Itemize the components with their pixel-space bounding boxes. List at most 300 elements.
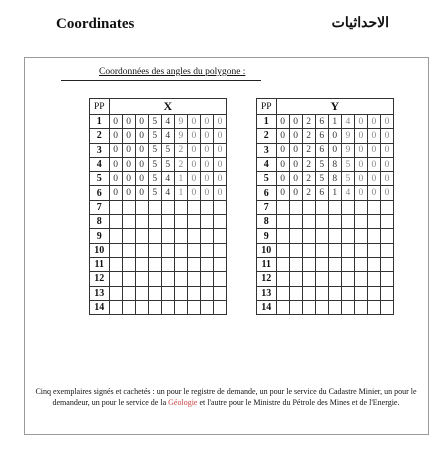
digit-cell[interactable] <box>315 300 328 314</box>
digit-cell[interactable] <box>187 300 200 314</box>
footer-highlight: Géologie <box>168 398 198 407</box>
point-number: 5 <box>257 172 277 186</box>
digit-cell[interactable]: 0 <box>289 172 302 186</box>
digit-cell[interactable] <box>289 215 302 229</box>
digit-cell[interactable] <box>122 243 135 257</box>
digit-cell[interactable]: 0 <box>289 157 302 171</box>
digit-cell[interactable]: 1 <box>328 115 341 129</box>
digit-cell[interactable] <box>213 286 226 300</box>
digit-cell[interactable] <box>302 300 315 314</box>
digit-cell[interactable] <box>161 300 174 314</box>
digit-cell[interactable]: 9 <box>174 129 187 143</box>
point-number: 10 <box>257 243 277 257</box>
x-axis-header: X <box>109 99 226 115</box>
digit-cell[interactable] <box>276 243 289 257</box>
digit-cell[interactable]: 0 <box>135 115 148 129</box>
digit-cell[interactable] <box>380 243 393 257</box>
point-number: 6 <box>90 186 110 200</box>
digit-cell[interactable] <box>135 215 148 229</box>
digit-cell[interactable] <box>289 200 302 214</box>
digit-cell[interactable]: 5 <box>148 115 161 129</box>
digit-cell[interactable]: 0 <box>367 157 380 171</box>
table-row <box>257 300 394 314</box>
digit-cell[interactable] <box>315 243 328 257</box>
digit-cell[interactable] <box>341 257 354 271</box>
digit-cell[interactable]: 0 <box>200 186 213 200</box>
point-number: 10 <box>90 243 110 257</box>
point-number: 7 <box>90 200 110 214</box>
digit-cell[interactable] <box>122 215 135 229</box>
digit-cell[interactable] <box>367 300 380 314</box>
point-number: 2 <box>257 129 277 143</box>
digit-cell[interactable] <box>328 215 341 229</box>
digit-cell[interactable]: 0 <box>109 157 122 171</box>
digit-cell[interactable]: 5 <box>315 157 328 171</box>
digit-cell[interactable]: 4 <box>161 186 174 200</box>
table-row <box>90 300 227 314</box>
digit-cell[interactable] <box>200 215 213 229</box>
digit-cell[interactable] <box>187 286 200 300</box>
digit-cell[interactable]: 4 <box>161 129 174 143</box>
digit-cell[interactable] <box>367 272 380 286</box>
digit-cell[interactable] <box>200 200 213 214</box>
digit-cell[interactable]: 0 <box>122 186 135 200</box>
digit-cell[interactable]: 5 <box>341 172 354 186</box>
digit-cell[interactable]: 2 <box>302 143 315 157</box>
digit-cell[interactable] <box>276 300 289 314</box>
digit-cell[interactable] <box>380 215 393 229</box>
digit-cell[interactable] <box>315 257 328 271</box>
digit-cell[interactable] <box>148 272 161 286</box>
digit-cell[interactable]: 0 <box>122 143 135 157</box>
point-number: 11 <box>257 257 277 271</box>
digit-cell[interactable] <box>289 257 302 271</box>
digit-cell[interactable] <box>380 272 393 286</box>
digit-cell[interactable] <box>380 200 393 214</box>
digit-cell[interactable] <box>109 272 122 286</box>
digit-cell[interactable]: 0 <box>109 186 122 200</box>
digit-cell[interactable] <box>354 300 367 314</box>
table-row <box>90 286 227 300</box>
digit-cell[interactable] <box>367 257 380 271</box>
digit-cell[interactable] <box>109 257 122 271</box>
digit-cell[interactable]: 0 <box>200 129 213 143</box>
digit-cell[interactable]: 5 <box>148 129 161 143</box>
point-number: 11 <box>90 257 110 271</box>
digit-cell[interactable] <box>289 229 302 243</box>
table-row <box>257 200 394 214</box>
digit-cell[interactable] <box>161 257 174 271</box>
footer-text-start: Cinq exemplaires signés et cachetés : un pour le registre de demande, un pour le service du Cadastre Minier, un pour le demandeur, un pour le service de la <box>35 387 417 407</box>
digit-cell[interactable]: 0 <box>380 172 393 186</box>
digit-cell[interactable]: 0 <box>276 186 289 200</box>
digit-cell[interactable] <box>161 229 174 243</box>
y-axis-header: Y <box>276 99 393 115</box>
digit-cell[interactable]: 0 <box>200 172 213 186</box>
digit-cell[interactable] <box>148 257 161 271</box>
digit-cell[interactable]: 0 <box>109 115 122 129</box>
digit-cell[interactable]: 2 <box>302 172 315 186</box>
digit-cell[interactable]: 8 <box>328 172 341 186</box>
digit-cell[interactable]: 0 <box>289 143 302 157</box>
digit-cell[interactable]: 0 <box>187 143 200 157</box>
digit-cell[interactable] <box>276 286 289 300</box>
digit-cell[interactable] <box>328 243 341 257</box>
digit-cell[interactable] <box>135 300 148 314</box>
digit-cell[interactable] <box>380 229 393 243</box>
page-title-arabic: الاحداثيات <box>331 16 389 31</box>
digit-cell[interactable]: 0 <box>354 157 367 171</box>
digit-cell[interactable]: 0 <box>380 143 393 157</box>
point-number: 9 <box>257 229 277 243</box>
digit-cell[interactable]: 0 <box>213 172 226 186</box>
digit-cell[interactable] <box>174 229 187 243</box>
digit-cell[interactable] <box>276 257 289 271</box>
digit-cell[interactable]: 0 <box>135 157 148 171</box>
digit-cell[interactable]: 2 <box>302 115 315 129</box>
digit-cell[interactable] <box>174 286 187 300</box>
table-row <box>257 157 394 171</box>
digit-cell[interactable] <box>302 257 315 271</box>
digit-cell[interactable] <box>109 286 122 300</box>
table-row <box>257 129 394 143</box>
digit-cell[interactable] <box>302 215 315 229</box>
digit-cell[interactable] <box>187 215 200 229</box>
digit-cell[interactable]: 0 <box>187 172 200 186</box>
digit-cell[interactable]: 0 <box>135 129 148 143</box>
digit-cell[interactable]: 6 <box>315 129 328 143</box>
digit-cell[interactable] <box>341 300 354 314</box>
digit-cell[interactable]: 0 <box>354 129 367 143</box>
digit-cell[interactable]: 0 <box>213 143 226 157</box>
digit-cell[interactable] <box>354 229 367 243</box>
footer-text-end: et l'autre pour le Ministre du Pétrole des Mines et de l'Energie. <box>197 398 400 407</box>
digit-cell[interactable] <box>161 200 174 214</box>
digit-cell[interactable]: 5 <box>315 172 328 186</box>
digit-cell[interactable] <box>200 243 213 257</box>
digit-cell[interactable]: 4 <box>161 172 174 186</box>
digit-cell[interactable] <box>302 229 315 243</box>
point-number: 8 <box>90 215 110 229</box>
digit-cell[interactable] <box>200 229 213 243</box>
digit-cell[interactable]: 0 <box>187 186 200 200</box>
digit-cell[interactable] <box>200 272 213 286</box>
digit-cell[interactable]: 0 <box>109 143 122 157</box>
digit-cell[interactable] <box>187 200 200 214</box>
digit-cell[interactable]: 4 <box>161 115 174 129</box>
digit-cell[interactable]: 0 <box>276 143 289 157</box>
digit-cell[interactable] <box>109 300 122 314</box>
table-row <box>90 115 227 129</box>
digit-cell[interactable] <box>109 229 122 243</box>
digit-cell[interactable]: 0 <box>109 129 122 143</box>
digit-cell[interactable]: 0 <box>122 129 135 143</box>
digit-cell[interactable] <box>161 272 174 286</box>
digit-cell[interactable] <box>213 215 226 229</box>
digit-cell[interactable] <box>354 272 367 286</box>
digit-cell[interactable] <box>174 300 187 314</box>
digit-cell[interactable]: 0 <box>213 129 226 143</box>
point-number: 3 <box>90 143 110 157</box>
digit-cell[interactable] <box>148 243 161 257</box>
digit-cell[interactable]: 0 <box>200 157 213 171</box>
digit-cell[interactable]: 0 <box>367 129 380 143</box>
digit-cell[interactable] <box>213 200 226 214</box>
digit-cell[interactable] <box>161 215 174 229</box>
point-number: 13 <box>257 286 277 300</box>
digit-cell[interactable] <box>302 200 315 214</box>
digit-cell[interactable] <box>122 257 135 271</box>
digit-cell[interactable] <box>135 243 148 257</box>
digit-cell[interactable] <box>109 243 122 257</box>
table-row <box>257 229 394 243</box>
digit-cell[interactable]: 1 <box>174 172 187 186</box>
digit-cell[interactable]: 9 <box>341 143 354 157</box>
digit-cell[interactable]: 0 <box>354 115 367 129</box>
digit-cell[interactable] <box>341 243 354 257</box>
digit-cell[interactable] <box>380 286 393 300</box>
table-row <box>90 172 227 186</box>
digit-cell[interactable] <box>187 272 200 286</box>
digit-cell[interactable] <box>354 200 367 214</box>
digit-cell[interactable] <box>109 215 122 229</box>
digit-cell[interactable]: 0 <box>289 186 302 200</box>
digit-cell[interactable] <box>161 243 174 257</box>
digit-cell[interactable] <box>174 257 187 271</box>
digit-cell[interactable] <box>289 300 302 314</box>
digit-cell[interactable]: 0 <box>380 186 393 200</box>
digit-cell[interactable]: 2 <box>302 186 315 200</box>
digit-cell[interactable] <box>213 300 226 314</box>
digit-cell[interactable]: 0 <box>213 157 226 171</box>
digit-cell[interactable] <box>200 300 213 314</box>
digit-cell[interactable]: 0 <box>354 172 367 186</box>
digit-cell[interactable] <box>213 243 226 257</box>
digit-cell[interactable]: 0 <box>276 129 289 143</box>
digit-cell[interactable]: 5 <box>148 143 161 157</box>
digit-cell[interactable] <box>174 200 187 214</box>
digit-cell[interactable] <box>341 200 354 214</box>
digit-cell[interactable] <box>148 200 161 214</box>
digit-cell[interactable] <box>380 257 393 271</box>
digit-cell[interactable]: 0 <box>122 115 135 129</box>
digit-cell[interactable] <box>213 272 226 286</box>
digit-cell[interactable]: 2 <box>174 143 187 157</box>
digit-cell[interactable]: 2 <box>302 129 315 143</box>
digit-cell[interactable] <box>109 200 122 214</box>
digit-cell[interactable]: 6 <box>315 143 328 157</box>
point-number: 4 <box>257 157 277 171</box>
digit-cell[interactable] <box>341 286 354 300</box>
digit-cell[interactable] <box>302 243 315 257</box>
digit-cell[interactable] <box>367 243 380 257</box>
digit-cell[interactable]: 0 <box>109 172 122 186</box>
digit-cell[interactable] <box>276 272 289 286</box>
digit-cell[interactable]: 4 <box>341 115 354 129</box>
digit-cell[interactable] <box>328 272 341 286</box>
digit-cell[interactable] <box>328 300 341 314</box>
digit-cell[interactable]: 8 <box>328 157 341 171</box>
digit-cell[interactable] <box>148 215 161 229</box>
table-row <box>257 286 394 300</box>
digit-cell[interactable]: 0 <box>354 186 367 200</box>
point-number: 13 <box>90 286 110 300</box>
digit-cell[interactable] <box>289 286 302 300</box>
digit-cell[interactable]: 0 <box>187 129 200 143</box>
table-row <box>90 129 227 143</box>
table-row <box>90 143 227 157</box>
pp-header: PP <box>90 99 110 115</box>
digit-cell[interactable] <box>328 257 341 271</box>
table-row <box>257 143 394 157</box>
digit-cell[interactable] <box>276 215 289 229</box>
digit-cell[interactable]: 0 <box>380 157 393 171</box>
digit-cell[interactable] <box>122 272 135 286</box>
digit-cell[interactable]: 1 <box>328 186 341 200</box>
digit-cell[interactable]: 0 <box>380 115 393 129</box>
digit-cell[interactable] <box>122 200 135 214</box>
digit-cell[interactable]: 0 <box>276 157 289 171</box>
point-number: 1 <box>257 115 277 129</box>
digit-cell[interactable]: 0 <box>213 186 226 200</box>
digit-cell[interactable] <box>174 215 187 229</box>
table-row <box>90 186 227 200</box>
digit-cell[interactable]: 6 <box>315 186 328 200</box>
digit-cell[interactable] <box>276 229 289 243</box>
digit-cell[interactable] <box>328 286 341 300</box>
digit-cell[interactable] <box>187 257 200 271</box>
digit-cell[interactable] <box>315 229 328 243</box>
digit-cell[interactable]: 0 <box>200 115 213 129</box>
digit-cell[interactable]: 0 <box>276 172 289 186</box>
digit-cell[interactable]: 5 <box>148 186 161 200</box>
digit-cell[interactable] <box>148 300 161 314</box>
digit-cell[interactable] <box>315 272 328 286</box>
digit-cell[interactable]: 0 <box>367 115 380 129</box>
digit-cell[interactable]: 6 <box>315 115 328 129</box>
digit-cell[interactable]: 0 <box>213 115 226 129</box>
digit-cell[interactable]: 0 <box>187 115 200 129</box>
digit-cell[interactable] <box>367 286 380 300</box>
digit-cell[interactable] <box>148 286 161 300</box>
digit-cell[interactable] <box>122 286 135 300</box>
digit-cell[interactable] <box>174 243 187 257</box>
digit-cell[interactable]: 0 <box>289 115 302 129</box>
digit-cell[interactable] <box>148 229 161 243</box>
digit-cell[interactable] <box>135 257 148 271</box>
table-row <box>257 243 394 257</box>
digit-cell[interactable] <box>341 229 354 243</box>
digit-cell[interactable]: 5 <box>341 157 354 171</box>
digit-cell[interactable]: 5 <box>148 172 161 186</box>
digit-cell[interactable] <box>135 272 148 286</box>
digit-cell[interactable] <box>200 257 213 271</box>
digit-cell[interactable]: 0 <box>135 143 148 157</box>
digit-cell[interactable]: 0 <box>135 172 148 186</box>
digit-cell[interactable] <box>200 286 213 300</box>
digit-cell[interactable] <box>367 229 380 243</box>
table-row <box>257 186 394 200</box>
point-number: 12 <box>257 272 277 286</box>
digit-cell[interactable]: 0 <box>367 172 380 186</box>
digit-cell[interactable]: 0 <box>122 172 135 186</box>
digit-cell[interactable]: 0 <box>367 143 380 157</box>
digit-cell[interactable]: 0 <box>200 143 213 157</box>
digit-cell[interactable]: 5 <box>161 157 174 171</box>
point-number: 3 <box>257 143 277 157</box>
digit-cell[interactable]: 2 <box>302 157 315 171</box>
digit-cell[interactable] <box>135 229 148 243</box>
digit-cell[interactable] <box>302 286 315 300</box>
digit-cell[interactable] <box>122 229 135 243</box>
digit-cell[interactable] <box>135 286 148 300</box>
coordinates-y-table <box>256 98 394 315</box>
digit-cell[interactable] <box>289 272 302 286</box>
form-title: Coordonnées des angles du polygone : <box>99 67 246 77</box>
digit-cell[interactable]: 0 <box>276 115 289 129</box>
digit-cell[interactable]: 0 <box>380 129 393 143</box>
table-row <box>90 229 227 243</box>
digit-cell[interactable]: 1 <box>174 186 187 200</box>
digit-cell[interactable]: 0 <box>122 157 135 171</box>
digit-cell[interactable]: 4 <box>341 186 354 200</box>
table-row <box>90 243 227 257</box>
digit-cell[interactable] <box>328 200 341 214</box>
digit-cell[interactable]: 0 <box>289 129 302 143</box>
table-row <box>257 272 394 286</box>
digit-cell[interactable] <box>135 200 148 214</box>
digit-cell[interactable]: 9 <box>174 115 187 129</box>
digit-cell[interactable]: 0 <box>367 186 380 200</box>
digit-cell[interactable]: 0 <box>135 186 148 200</box>
digit-cell[interactable]: 0 <box>328 129 341 143</box>
digit-cell[interactable] <box>213 257 226 271</box>
digit-cell[interactable] <box>315 286 328 300</box>
digit-cell[interactable] <box>354 243 367 257</box>
digit-cell[interactable] <box>367 215 380 229</box>
digit-cell[interactable]: 0 <box>328 143 341 157</box>
digit-cell[interactable] <box>187 229 200 243</box>
digit-cell[interactable] <box>354 257 367 271</box>
digit-cell[interactable] <box>328 229 341 243</box>
digit-cell[interactable] <box>380 300 393 314</box>
digit-cell[interactable]: 2 <box>174 157 187 171</box>
digit-cell[interactable] <box>315 215 328 229</box>
digit-cell[interactable] <box>341 215 354 229</box>
digit-cell[interactable]: 0 <box>187 157 200 171</box>
digit-cell[interactable] <box>122 300 135 314</box>
digit-cell[interactable] <box>354 215 367 229</box>
digit-cell[interactable] <box>354 286 367 300</box>
digit-cell[interactable] <box>161 286 174 300</box>
digit-cell[interactable] <box>315 200 328 214</box>
digit-cell[interactable] <box>302 272 315 286</box>
digit-cell[interactable]: 5 <box>148 157 161 171</box>
digit-cell[interactable] <box>187 243 200 257</box>
digit-cell[interactable]: 9 <box>341 129 354 143</box>
digit-cell[interactable] <box>289 243 302 257</box>
digit-cell[interactable]: 5 <box>161 143 174 157</box>
title-rule <box>61 80 261 81</box>
table-row <box>257 215 394 229</box>
digit-cell[interactable] <box>213 229 226 243</box>
digit-cell[interactable] <box>341 272 354 286</box>
digit-cell[interactable] <box>276 200 289 214</box>
digit-cell[interactable] <box>174 272 187 286</box>
digit-cell[interactable] <box>367 200 380 214</box>
digit-cell[interactable]: 0 <box>354 143 367 157</box>
pp-header: PP <box>257 99 277 115</box>
